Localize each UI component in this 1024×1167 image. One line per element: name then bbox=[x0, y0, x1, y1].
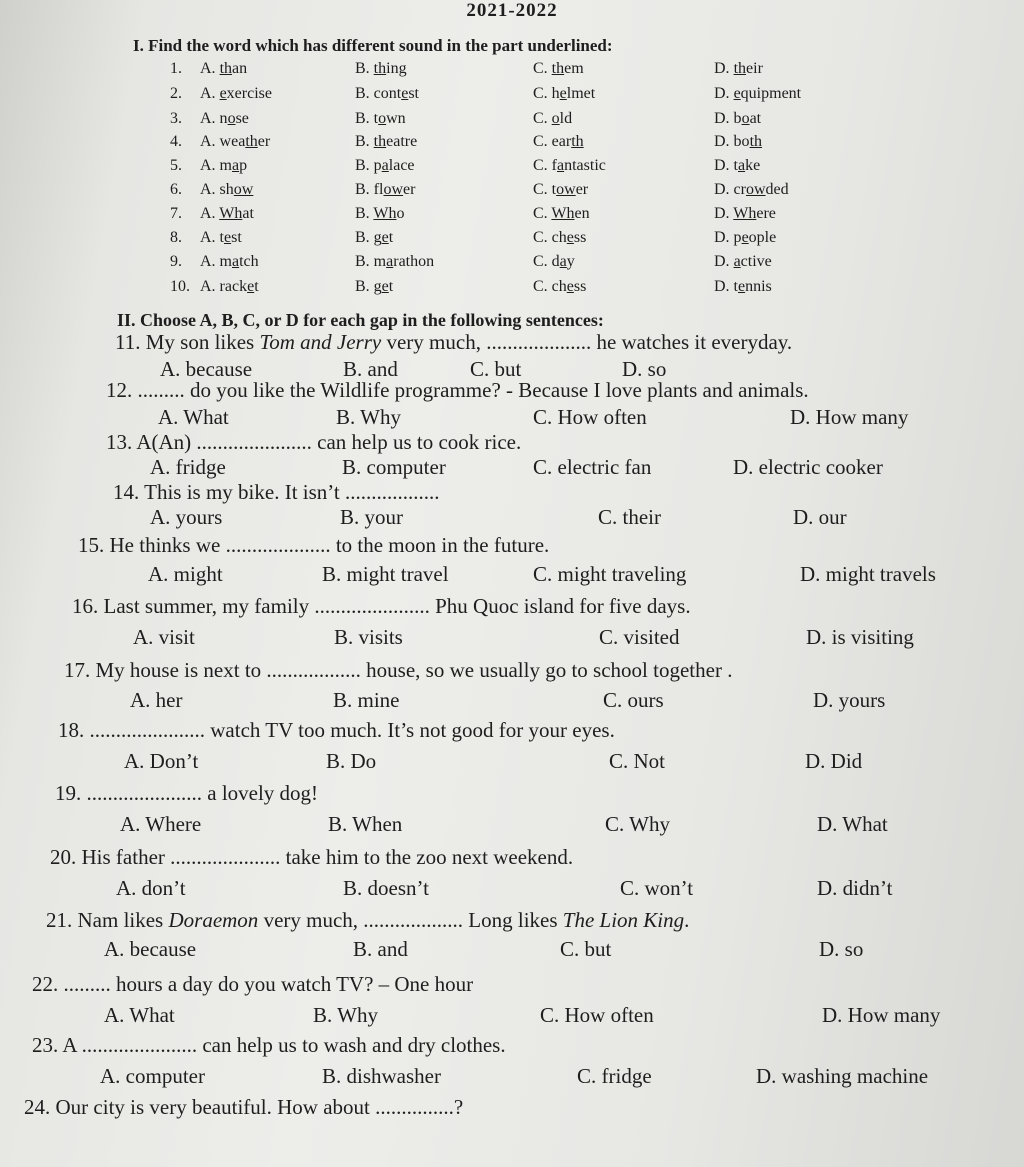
word-option: C. fantastic bbox=[533, 157, 606, 174]
underlined-part: Wh bbox=[551, 205, 575, 222]
question-stem: 18. ...................... watch TV too much. It’s not good for your eyes. bbox=[58, 718, 615, 742]
underlined-part: Wh bbox=[373, 205, 397, 222]
answer-option: C. fridge bbox=[577, 1064, 652, 1088]
underlined-part: e bbox=[566, 278, 574, 295]
answer-option: D. so bbox=[622, 357, 667, 381]
underlined-part: e bbox=[381, 229, 389, 246]
word-option: C. chess bbox=[533, 278, 587, 295]
answer-option: A. What bbox=[104, 1003, 175, 1027]
word-option: D. people bbox=[714, 229, 777, 246]
underlined-part: ow bbox=[745, 181, 766, 198]
underlined-part: e bbox=[247, 278, 255, 295]
word-option: B. theatre bbox=[355, 133, 418, 150]
word-option: D. Where bbox=[714, 205, 776, 222]
answer-option: D. our bbox=[793, 505, 847, 529]
word-option: C. tower bbox=[533, 181, 589, 198]
underlined-part: e bbox=[401, 85, 409, 102]
row-number: 8. bbox=[170, 229, 182, 246]
word-option: D. boat bbox=[714, 110, 762, 127]
word-option: B. marathon bbox=[355, 253, 435, 270]
word-option: D. crowded bbox=[714, 181, 789, 198]
answer-option: C. visited bbox=[599, 625, 680, 649]
underlined-part: th bbox=[749, 133, 763, 150]
underlined-part: a bbox=[557, 157, 565, 174]
answer-option: A. visit bbox=[133, 625, 195, 649]
underlined-part: e bbox=[559, 85, 567, 102]
word-option: C. old bbox=[533, 110, 573, 127]
pronunciation-row bbox=[0, 181, 1024, 205]
underlined-part: o bbox=[551, 110, 560, 127]
row-number: 9. bbox=[170, 253, 182, 270]
answer-option: C. but bbox=[560, 937, 612, 961]
question-stem: 12. ......... do you like the Wildlife programme? - Because I love plants and animals. bbox=[106, 378, 809, 402]
pronunciation-row bbox=[0, 60, 1024, 84]
answer-option: C. ours bbox=[603, 688, 664, 712]
word-option: A. exercise bbox=[200, 85, 272, 102]
word-option: C. earth bbox=[533, 133, 584, 150]
answer-option: A. Don’t bbox=[124, 749, 199, 773]
answer-option: A. her bbox=[130, 688, 183, 712]
word-option: A. test bbox=[200, 229, 242, 246]
underlined-part: a bbox=[381, 157, 389, 174]
answer-option: B. dishwasher bbox=[322, 1064, 441, 1088]
underlined-part: e bbox=[733, 85, 741, 102]
word-option: A. show bbox=[200, 181, 254, 198]
word-option: B. get bbox=[355, 229, 394, 246]
question-stem: 13. A(An) ...................... can help us to cook rice. bbox=[106, 430, 522, 454]
underlined-part: a bbox=[386, 253, 394, 270]
underlined-part: o bbox=[227, 110, 236, 127]
answer-option: B. mine bbox=[333, 688, 400, 712]
question-stem: 20. His father ..................... take him to the zoo next weekend. bbox=[50, 845, 574, 869]
word-option: D. their bbox=[714, 60, 763, 77]
answer-option: D. Did bbox=[805, 749, 863, 773]
word-option: D. equipment bbox=[714, 85, 802, 102]
answer-option: A. don’t bbox=[116, 876, 186, 900]
word-option: C. chess bbox=[533, 229, 587, 246]
answer-option: C. Not bbox=[609, 749, 666, 773]
row-number: 5. bbox=[170, 157, 182, 174]
underlined-part: o bbox=[378, 110, 387, 127]
row-number: 1. bbox=[170, 60, 182, 77]
answer-option: B. your bbox=[340, 505, 403, 529]
answer-option: A. Where bbox=[120, 812, 202, 836]
row-number: 3. bbox=[170, 110, 182, 127]
underlined-part: Wh bbox=[219, 205, 243, 222]
pronunciation-row bbox=[0, 205, 1024, 229]
answer-option: B. Why bbox=[336, 405, 401, 429]
underlined-part: a bbox=[733, 253, 741, 270]
answer-option: C. How often bbox=[540, 1003, 654, 1027]
section2-title: II. Choose A, B, C, or D for each gap in the following sentences: bbox=[117, 310, 604, 330]
answer-option: B. might travel bbox=[322, 562, 449, 586]
answer-option: C. How often bbox=[533, 405, 647, 429]
answer-option: C. electric fan bbox=[533, 455, 652, 479]
answer-option: A. because bbox=[160, 357, 253, 381]
underlined-part: o bbox=[741, 110, 750, 127]
pronunciation-row bbox=[0, 110, 1024, 134]
answer-option: D. didn’t bbox=[817, 876, 893, 900]
answer-option: B. Do bbox=[326, 749, 377, 773]
row-number: 10. bbox=[170, 278, 190, 295]
word-option: D. active bbox=[714, 253, 772, 270]
row-number: 7. bbox=[170, 205, 182, 222]
question-stem: 23. A ...................... can help us to wash and dry clothes. bbox=[32, 1033, 506, 1057]
word-option: B. flower bbox=[355, 181, 416, 198]
underlined-part: th bbox=[733, 60, 747, 77]
question-stem: 17. My house is next to .................. house, so we usually go to school together . bbox=[64, 658, 733, 682]
pronunciation-row bbox=[0, 157, 1024, 181]
word-option: A. What bbox=[200, 205, 254, 222]
question-stem: 24. Our city is very beautiful. How about ...............? bbox=[24, 1095, 464, 1119]
underlined-part: th bbox=[373, 133, 387, 150]
italic-title: The Lion King bbox=[562, 908, 685, 932]
word-option: B. thing bbox=[355, 60, 407, 77]
answer-option: C. Why bbox=[605, 812, 670, 836]
word-option: B. town bbox=[355, 110, 406, 127]
answer-option: D. so bbox=[819, 937, 864, 961]
word-option: A. weather bbox=[200, 133, 271, 150]
pronunciation-row bbox=[0, 253, 1024, 277]
underlined-part: th bbox=[373, 60, 387, 77]
word-option: C. When bbox=[533, 205, 590, 222]
answer-option: A. yours bbox=[150, 505, 223, 529]
word-option: B. get bbox=[355, 278, 394, 295]
word-option: C. day bbox=[533, 253, 575, 270]
answer-option: B. doesn’t bbox=[343, 876, 429, 900]
word-option: B. Who bbox=[355, 205, 405, 222]
question-stem: 21. Nam likes Doraemon very much, ................... Long likes The Lion King. bbox=[46, 908, 690, 932]
section1-title: I. Find the word which has different sound in the part underlined: bbox=[133, 36, 613, 55]
question-stem: 19. ...................... a lovely dog! bbox=[55, 781, 319, 805]
row-number: 4. bbox=[170, 133, 182, 150]
answer-option: D. What bbox=[817, 812, 888, 836]
word-option: C. them bbox=[533, 60, 584, 77]
question-stem: 22. ......... hours a day do you watch TV? – One hour bbox=[32, 972, 474, 996]
answer-option: C. might traveling bbox=[533, 562, 687, 586]
question-stem: 16. Last summer, my family ...................... Phu Quoc island for five days. bbox=[72, 594, 691, 618]
word-option: A. match bbox=[200, 253, 259, 270]
answer-option: A. because bbox=[104, 937, 197, 961]
word-option: A. racket bbox=[200, 278, 259, 295]
answer-option: A. computer bbox=[100, 1064, 205, 1088]
pronunciation-row bbox=[0, 85, 1024, 109]
word-option: A. than bbox=[200, 60, 248, 77]
answer-option: B. visits bbox=[334, 625, 403, 649]
word-option: B. contest bbox=[355, 85, 419, 102]
underlined-part: th bbox=[219, 60, 233, 77]
underlined-part: ow bbox=[383, 181, 404, 198]
word-option: A. nose bbox=[200, 110, 249, 127]
word-option: D. tennis bbox=[714, 278, 772, 295]
italic-title: Tom and Jerry bbox=[259, 330, 382, 354]
answer-option: B. When bbox=[328, 812, 403, 836]
answer-option: A. might bbox=[148, 562, 223, 586]
word-option: C. helmet bbox=[533, 85, 596, 102]
row-number: 6. bbox=[170, 181, 182, 198]
underlined-part: a bbox=[559, 253, 567, 270]
school-year: 2021-2022 bbox=[466, 0, 558, 21]
answer-option: D. electric cooker bbox=[733, 455, 883, 479]
answer-option: D. How many bbox=[822, 1003, 941, 1027]
question-stem: 15. He thinks we .................... to the moon in the future. bbox=[78, 533, 550, 557]
underlined-part: e bbox=[224, 229, 232, 246]
answer-option: A. fridge bbox=[150, 455, 226, 479]
underlined-part: e bbox=[219, 85, 227, 102]
underlined-part: e bbox=[381, 278, 389, 295]
question-stem: 14. This is my bike. It isn’t .................. bbox=[113, 480, 440, 504]
answer-option: C. but bbox=[470, 357, 522, 381]
answer-option: B. and bbox=[353, 937, 408, 961]
underlined-part: e bbox=[738, 278, 746, 295]
underlined-part: a bbox=[232, 253, 240, 270]
answer-option: B. computer bbox=[342, 455, 446, 479]
pronunciation-row bbox=[0, 229, 1024, 253]
underlined-part: Wh bbox=[733, 205, 757, 222]
italic-title: Doraemon bbox=[168, 908, 259, 932]
answer-option: C. won’t bbox=[620, 876, 694, 900]
underlined-part: th bbox=[571, 133, 584, 150]
underlined-part: th bbox=[245, 133, 258, 150]
answer-option: D. might travels bbox=[800, 562, 936, 586]
pronunciation-row bbox=[0, 278, 1024, 302]
word-option: B. palace bbox=[355, 157, 415, 174]
underlined-part: ow bbox=[556, 181, 576, 198]
row-number: 2. bbox=[170, 85, 182, 102]
answer-option: D. is visiting bbox=[806, 625, 914, 649]
answer-option: B. Why bbox=[313, 1003, 378, 1027]
underlined-part: a bbox=[738, 157, 746, 174]
answer-option: B. and bbox=[343, 357, 398, 381]
answer-option: C. their bbox=[598, 505, 661, 529]
pronunciation-row bbox=[0, 133, 1024, 157]
underlined-part: th bbox=[551, 60, 565, 77]
word-option: D. both bbox=[714, 133, 763, 150]
word-option: A. map bbox=[200, 157, 248, 174]
answer-option: D. washing machine bbox=[756, 1064, 929, 1088]
word-option: D. take bbox=[714, 157, 761, 174]
question-stem: 11. My son likes Tom and Jerry very much, .................... he watches it everyday. bbox=[115, 330, 793, 354]
answer-option: A. What bbox=[158, 405, 229, 429]
answer-option: D. How many bbox=[790, 405, 909, 429]
underlined-part: ow bbox=[233, 181, 254, 198]
underlined-part: a bbox=[232, 157, 240, 174]
answer-option: D. yours bbox=[813, 688, 886, 712]
underlined-part: e bbox=[741, 229, 749, 246]
underlined-part: e bbox=[566, 229, 574, 246]
